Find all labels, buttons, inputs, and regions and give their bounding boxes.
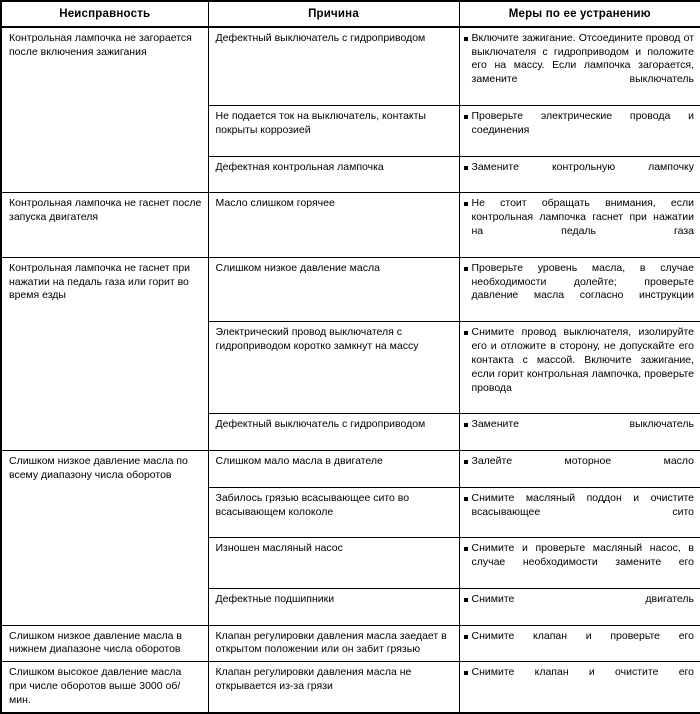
cause-text: Масло слишком горячее	[215, 197, 335, 210]
fault-text: Слишком низкое давление масла в нижнем диапазоне числа оборотов	[9, 629, 182, 656]
remedy-text: Снимите клапан и очистите его	[471, 666, 694, 679]
square-bullet-icon	[464, 547, 468, 551]
cause-cell	[208, 625, 459, 662]
remedy-cell	[459, 105, 700, 156]
fault-cell	[1, 193, 208, 257]
cause-text: Не подается ток на выключатель, контакты покрыты коррозией	[215, 109, 426, 136]
remedy-wrap	[464, 197, 695, 252]
cause-cell	[208, 588, 459, 625]
cause-cell	[208, 662, 459, 713]
remedy-text: Снимите клапан и проверьте его	[471, 629, 694, 642]
square-bullet-icon	[464, 267, 468, 271]
cause-text: Изношен масляный насос	[215, 542, 343, 555]
remedy-wrap	[464, 492, 695, 534]
fault-cell	[1, 450, 208, 625]
cause-text: Слишком мало масла в двигателе	[215, 454, 383, 467]
table-row	[1, 193, 700, 257]
remedy-cell	[459, 414, 700, 451]
header-row	[1, 1, 700, 27]
cause-cell	[208, 322, 459, 414]
column-header-fault: Неисправность	[1, 1, 208, 27]
remedy-text: Включите зажигание. Отсоедините провод от выключателя с гидроприводом и положите его на массу. Если лампочка загорается, замените выключатель	[471, 31, 694, 86]
remedy-cell	[459, 322, 700, 414]
square-bullet-icon	[464, 671, 468, 675]
remedy-text: Проверьте электрические провода и соединения	[471, 109, 694, 136]
remedy-cell	[459, 27, 700, 106]
remedy-cell	[459, 156, 700, 193]
square-bullet-icon	[464, 460, 468, 464]
table-row	[1, 27, 700, 106]
remedy-cell	[459, 257, 700, 321]
cause-cell	[208, 538, 459, 589]
remedy-cell	[459, 625, 700, 662]
cause-cell	[208, 105, 459, 156]
cause-cell	[208, 487, 459, 538]
cause-text: Электрический провод выключателя с гидроприводом коротко замкнут на массу	[215, 326, 419, 352]
square-bullet-icon	[464, 202, 468, 206]
square-bullet-icon	[464, 635, 468, 639]
remedy-text: Проверьте уровень масла, в случае необходимости долейте; проверьте давление масла согласно инструкции	[471, 261, 694, 302]
table-body	[1, 27, 700, 713]
square-bullet-icon	[464, 115, 468, 119]
cause-text: Клапан регулировки давления масла не открывается из-за грязи	[215, 666, 412, 693]
remedy-wrap	[464, 542, 695, 584]
table-row	[1, 662, 700, 713]
remedy-wrap	[464, 666, 695, 694]
remedy-wrap	[464, 418, 695, 446]
square-bullet-icon	[464, 497, 468, 501]
remedy-cell	[459, 662, 700, 713]
cause-text: Забилось грязью всасывающее сито во всасывающем колоколе	[215, 491, 410, 518]
fault-cell	[1, 27, 208, 193]
remedy-text: Снимите двигатель	[471, 592, 694, 605]
cause-cell	[208, 414, 459, 451]
remedy-text: Замените контрольную лампочку	[471, 160, 694, 173]
table-row	[1, 257, 700, 321]
fault-text: Контрольная лампочка не гаснет при нажатии на педаль газа или горит во время езды	[9, 261, 191, 302]
fault-text: Контрольная лампочка не гаснет после запуска двигателя	[9, 197, 202, 224]
fault-text: Слишком высокое давление масла при числе оборотов выше 3000 об/мин.	[9, 666, 182, 707]
cause-text: Дефектная контрольная лампочка	[215, 160, 384, 173]
fault-cell	[1, 625, 208, 662]
table-row	[1, 625, 700, 662]
remedy-text: Замените выключатель	[471, 418, 694, 431]
remedy-wrap	[464, 262, 695, 317]
cause-text: Слишком низкое давление масла	[215, 261, 380, 274]
remedy-wrap	[464, 32, 695, 101]
remedy-wrap	[464, 161, 695, 189]
remedy-text: Не стоит обращать внимания, если контрольная лампочка гаснет при нажатии на педаль газа	[471, 197, 694, 237]
remedy-text: Залейте моторное масло	[471, 454, 694, 467]
cause-cell	[208, 156, 459, 193]
cause-text: Дефектный выключатель с гидроприводом	[215, 418, 426, 431]
fault-cell	[1, 662, 208, 713]
remedy-cell	[459, 538, 700, 589]
square-bullet-icon	[464, 37, 468, 41]
remedy-cell	[459, 193, 700, 257]
remedy-text: Снимите провод выключателя, изолируйте его и отложите в сторону, не допускайте его контакта с массой. Включите зажигание, если горит контрольная лампочка, проверьте провода	[471, 326, 694, 394]
column-header-cause: Причина	[208, 1, 459, 27]
fault-text: Контрольная лампочка не загорается после включения зажигания	[9, 31, 192, 58]
cause-text: Дефектный выключатель с гидроприводом	[215, 31, 426, 44]
remedy-wrap	[464, 326, 695, 409]
square-bullet-icon	[464, 423, 468, 427]
remedy-wrap	[464, 593, 695, 621]
remedy-text: Снимите масляный поддон и очистите всасывающее сито	[471, 491, 694, 518]
remedy-wrap	[464, 455, 695, 483]
remedy-wrap	[464, 110, 695, 152]
remedy-text: Снимите и проверьте масляный насос, в случае необходимости замените его	[471, 542, 694, 569]
table-row	[1, 450, 700, 487]
cause-text: Дефектные подшипники	[215, 592, 335, 605]
fault-text: Слишком низкое давление масла по всему диапазону числа оборотов	[9, 454, 188, 481]
column-header-remedy: Меры по ее устранению	[459, 1, 700, 27]
cause-cell	[208, 450, 459, 487]
fault-cell	[1, 257, 208, 450]
remedy-wrap	[464, 630, 695, 658]
cause-cell	[208, 193, 459, 257]
square-bullet-icon	[464, 331, 468, 335]
table-header	[1, 1, 700, 27]
square-bullet-icon	[464, 598, 468, 602]
remedy-cell	[459, 450, 700, 487]
cause-cell	[208, 27, 459, 106]
cause-text: Клапан регулировки давления масла заедает в открытом положении или он забит грязью	[215, 629, 447, 656]
cause-cell	[208, 257, 459, 321]
remedy-cell	[459, 588, 700, 625]
square-bullet-icon	[464, 166, 468, 170]
remedy-cell	[459, 487, 700, 538]
